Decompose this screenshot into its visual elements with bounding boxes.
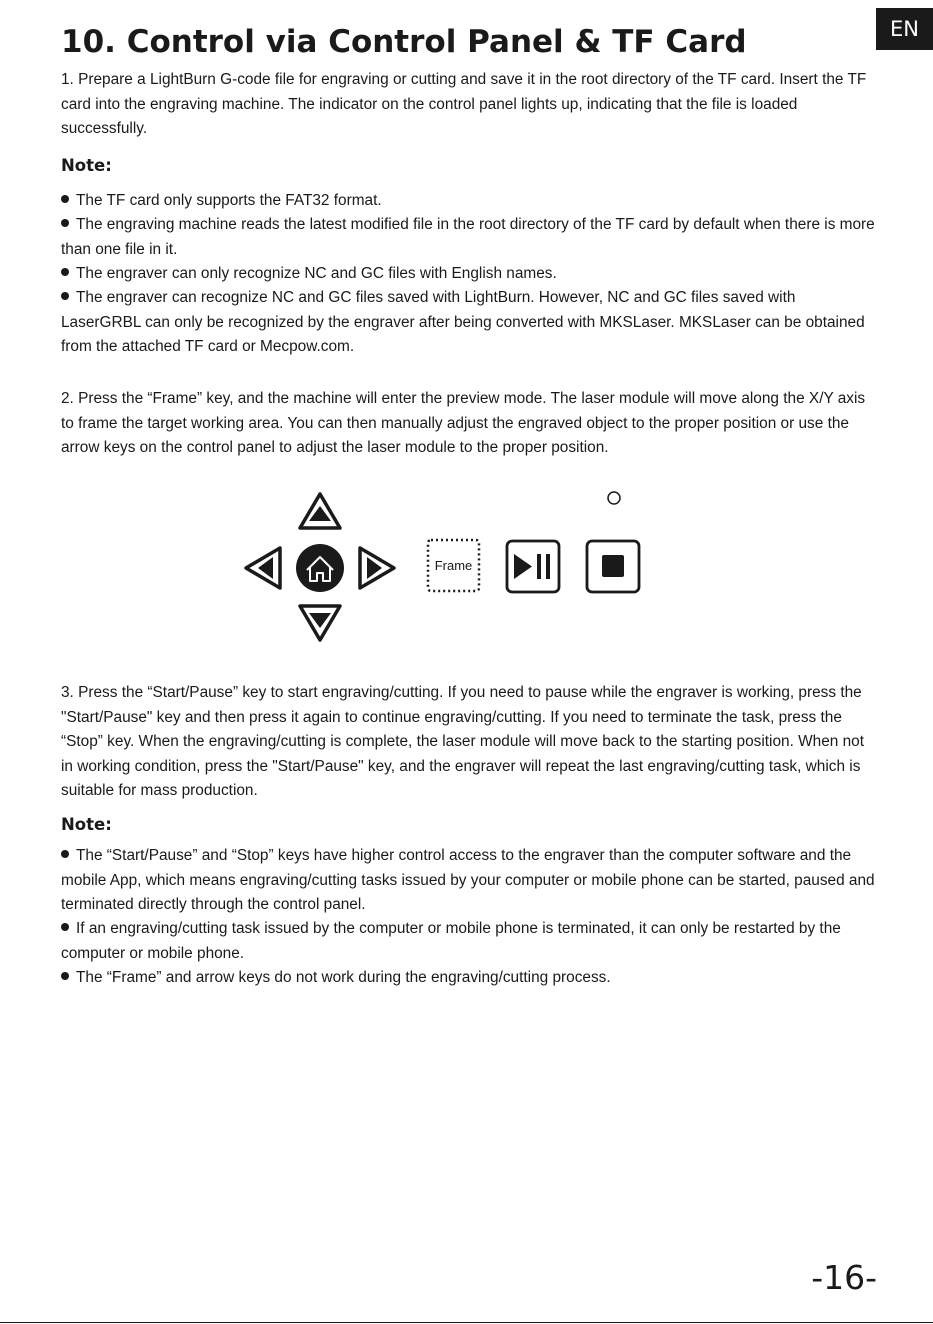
home-icon bbox=[296, 544, 344, 592]
bullet-icon bbox=[61, 850, 69, 858]
arrow-down-icon bbox=[300, 606, 340, 640]
arrow-left-icon bbox=[246, 548, 280, 588]
step-3-text: 3. Press the “Start/Pause” key to start engraving/cutting. If you need to pause while the engraver is working, press the "Start/Pause" key and then press it again to continue engraving/cutting. If you need to terminate the task, press the “Stop” key. When the engraving/cutting is complete, the laser module will move back to the starting position. When not in working condition, press the "Start/Pause" key, and the engraver will repeat the last engraving/cutting task, which is suitable for mass production. bbox=[61, 684, 864, 799]
page-number: -16- bbox=[811, 1258, 877, 1297]
arrow-right-icon bbox=[360, 548, 394, 588]
step-1-text: 1. Prepare a LightBurn G-code file for engraving or cutting and save it in the root directory of the TF card. Insert the TF card into the engraving machine. The indicator on the control panel lights up, indicating that the file is loaded successfully. bbox=[61, 71, 867, 137]
bullet-icon bbox=[61, 972, 69, 980]
note-1-item: The engraver can only recognize NC and GC files with English names. bbox=[61, 262, 876, 287]
frame-key bbox=[428, 540, 479, 591]
note-2-heading: Note: bbox=[61, 815, 112, 834]
language-tab: EN bbox=[876, 8, 933, 50]
bullet-icon bbox=[61, 292, 69, 300]
indicator-light-icon bbox=[608, 492, 620, 504]
note-2-item: The “Frame” and arrow keys do not work during the engraving/cutting process. bbox=[61, 966, 876, 991]
bullet-icon bbox=[61, 219, 69, 227]
note-2-item: If an engraving/cutting task issued by the computer or mobile phone is terminated, it can only be restarted by the computer or mobile phone. bbox=[61, 920, 841, 962]
bottom-divider bbox=[0, 1322, 933, 1323]
step-2-text: 2. Press the “Frame” key, and the machine will enter the preview mode. The laser module will move along the X/Y axis to frame the target working area. You can then manually adjust the engraved object to the proper position or use the arrow keys on the control panel to adjust the laser module to the proper position. bbox=[61, 390, 866, 456]
note-1-item: The engraving machine reads the latest modified file in the root directory of the TF card by default when there is more than one file in it. bbox=[61, 216, 875, 258]
play-pause-icon bbox=[507, 541, 559, 592]
note-1-item: The engraver can recognize NC and GC files saved with LightBurn. However, NC and GC files saved with LaserGRBL can only be recognized by the engraver after being converted with MKSLaser. MKSLaser can be obtained from the attached TF card or Mecpow.com. bbox=[61, 289, 865, 355]
control-panel-illustration bbox=[240, 488, 650, 648]
bullet-icon bbox=[61, 195, 69, 203]
page-title: 10. Control via Control Panel & TF Card bbox=[61, 24, 747, 60]
bullet-icon bbox=[61, 923, 69, 931]
arrow-up-icon bbox=[300, 494, 340, 528]
note-1-item: The TF card only supports the FAT32 format. bbox=[61, 189, 876, 214]
note-1-heading: Note: bbox=[61, 156, 112, 175]
bullet-icon bbox=[61, 268, 69, 276]
stop-icon bbox=[587, 541, 639, 592]
frame-key-label: Frame bbox=[434, 558, 473, 573]
note-2-item: The “Start/Pause” and “Stop” keys have higher control access to the engraver than the computer software and the mobile App, which means engraving/cutting tasks issued by your computer or mobile phone can be started, paused and terminated directly through the control panel. bbox=[61, 847, 875, 913]
